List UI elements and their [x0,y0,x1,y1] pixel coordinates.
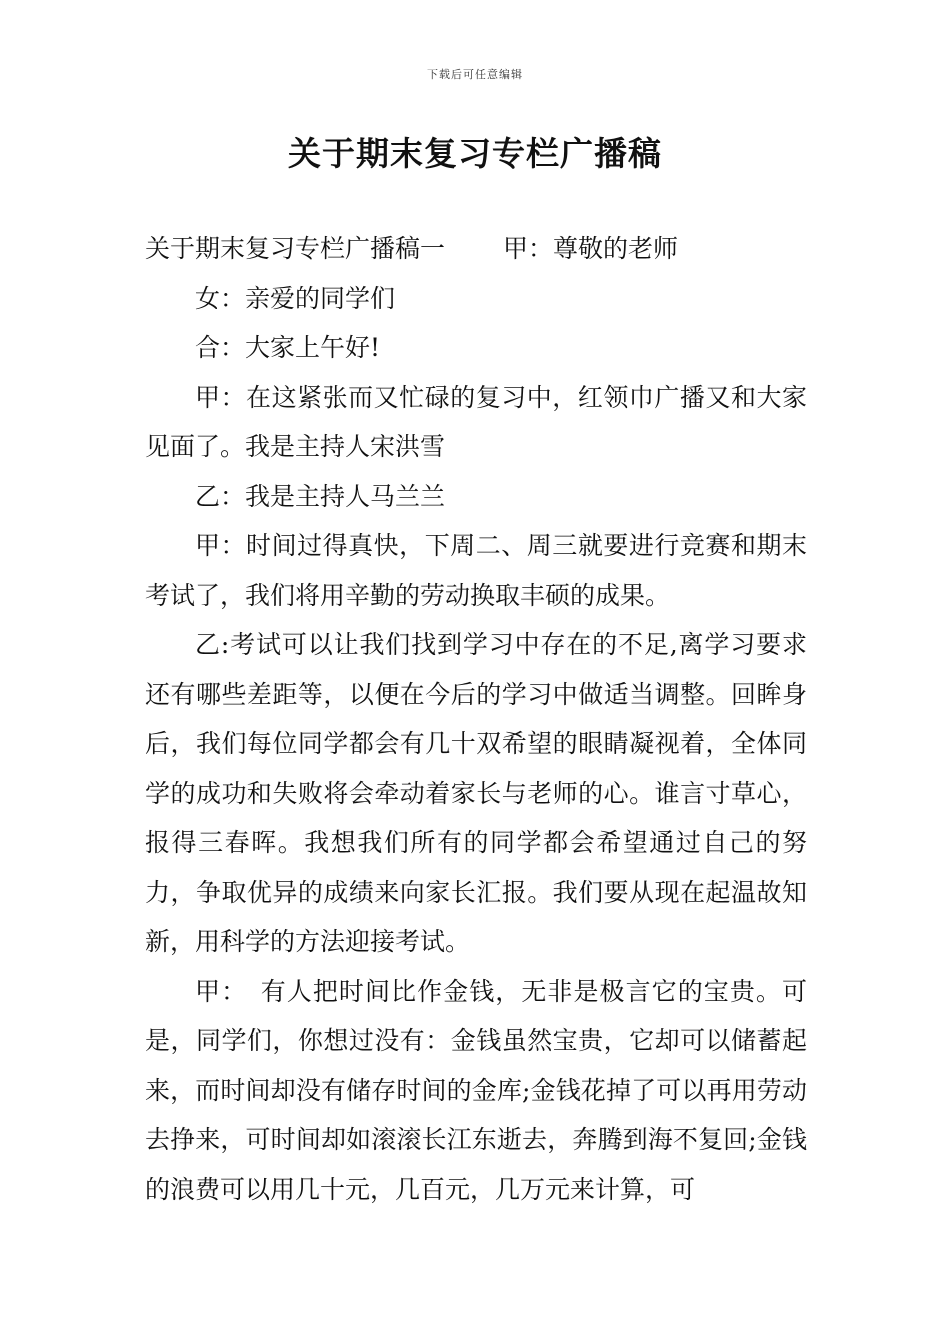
document-title: 关于期末复习专栏广播稿 [288,134,662,173]
intro-line [145,224,807,274]
spacer [445,224,503,274]
paragraph: 合：大家上午好! [195,333,381,362]
paragraph: 甲：在这紧张而又忙碌的复习中，红领巾广播又和大家见面了。我是主持人宋洪雪 [145,382,807,461]
paragraph: 甲： 有人把时间比作金钱，无非是极言它的宝贵。可是，同学们，你想过没有：金钱虽然宝贵，它却可以储蓄起来，而时间却没有储存时间的金库;金钱花掉了可以再用劳动去挣来，可时间却如滚滚长江东逝去，奔腾到海不复回;金钱的浪费可以用几十元，几百元，几万元来计算，可 [145,976,807,1204]
header-note: 下载后可任意编辑 [427,68,523,81]
paragraph: 乙:考试可以让我们找到学习中存在的不足,离学习要求还有哪些差距等，以便在今后的学习中做适当调整。回眸身后，我们每位同学都会有几十双希望的眼睛凝视着，全体同学的成功和失败将会牵动着家长与老师的心。谁言寸草心，报得三春晖。我想我们所有的同学都会希望通过自己的努力，争取优异的成绩来向家长汇报。我们要从现在起温故知新，用科学的方法迎接考试。 [145,630,807,956]
document-subtitle: 关于期末复习专栏广播稿一 [145,234,446,263]
paragraph: 女：亲爱的同学们 [195,283,396,313]
paragraph: 甲：时间过得真快，下周二、周三就要进行竞赛和期末考试了，我们将用辛勤的劳动换取丰硕的成果。 [145,531,807,610]
paragraph: 乙：我是主持人马兰兰 [195,481,446,511]
document-body [145,224,807,1214]
speech-line: 甲：尊敬的老师 [503,234,679,263]
